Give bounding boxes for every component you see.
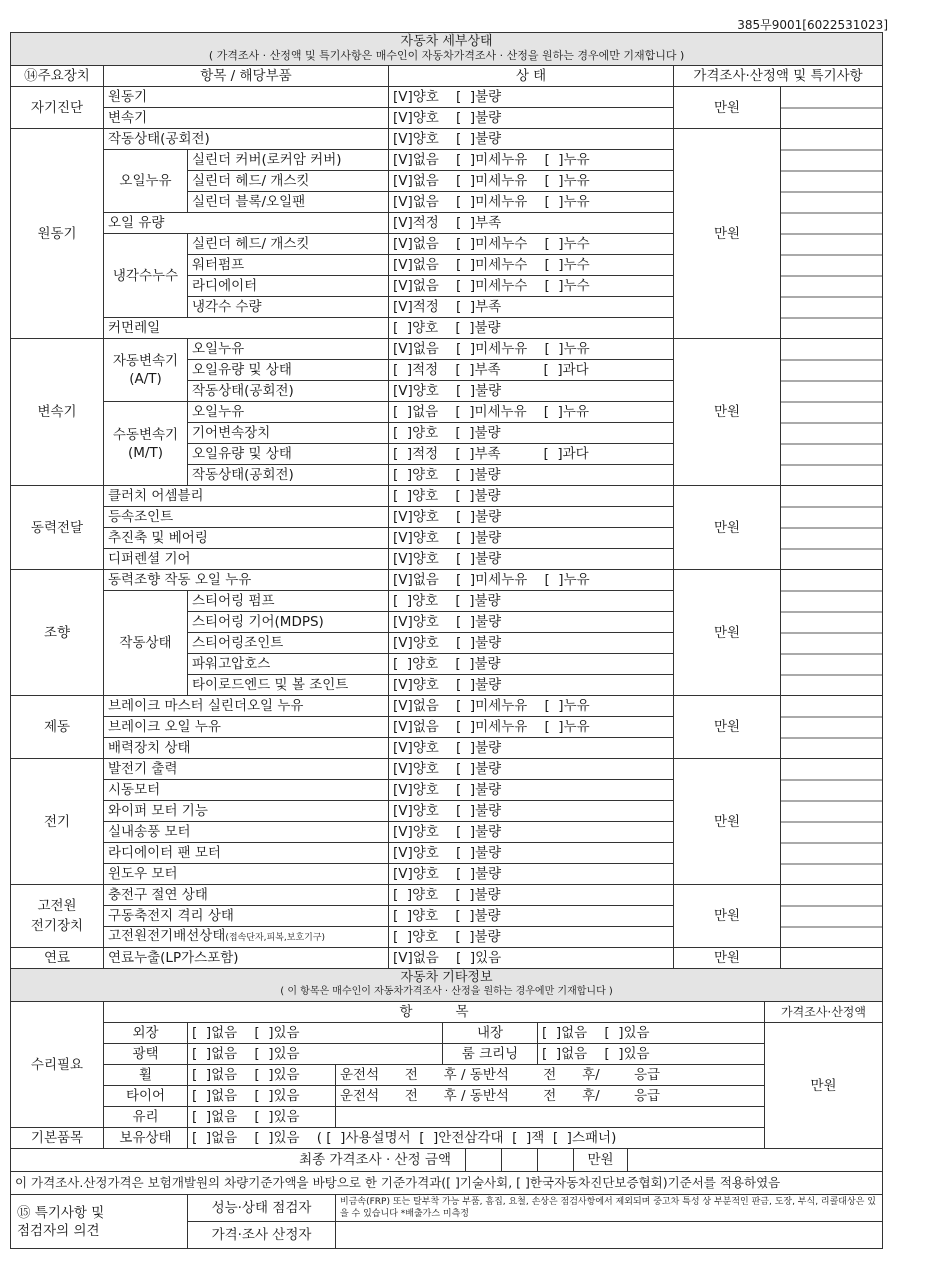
other-item-header: 항 목 [104,1002,765,1023]
status-cell[interactable]: [V]양호 [ ]불량 [389,129,674,150]
item-label: 스티어링 기어(MDPS) [188,612,389,633]
status-cell[interactable]: [V]적정 [ ]부족 [389,213,674,234]
sub-coolant-leak: 냉각수누수 [104,234,188,318]
final-price-blank [628,1149,883,1172]
item-label: 오일유량 및 상태 [188,444,389,465]
item-label: 디퍼렌셜 기어 [104,549,389,570]
item-label: 실내송풍 모터 [104,822,389,843]
remarks-power[interactable] [781,486,883,570]
status-exterior[interactable]: [ ]없음 [ ]있음 [188,1023,443,1044]
header-price: 가격조사·산정액 및 특기사항 [674,66,883,87]
final-price-box[interactable] [538,1149,574,1172]
price-basis-statement: 이 가격조사.산정가격은 보험개발원의 차량기준가액을 바탕으로 한 기준가격과([ ]기술사회, [ ]한국자동차진단보증협회)기준서를 적용하였음 [11,1172,883,1195]
item-label: 타이로드엔드 및 볼 조인트 [188,675,389,696]
status-interior[interactable]: [ ]없음 [ ]있음 [538,1023,765,1044]
item-label: 커먼레일 [104,318,389,339]
group-hv: 고전원 전기장치 [11,885,104,948]
item-label: 기어변속장치 [188,423,389,444]
detail-status-table [10,32,883,969]
item-label: 작동상태(공회전) [104,129,389,150]
header-status: 상 태 [389,66,674,87]
group-power: 동력전달 [11,486,104,570]
status-cell[interactable]: [V]양호 [ ]불량 [389,87,674,108]
inspection-form [10,32,882,1270]
status-cell[interactable]: [ ]양호 [ ]불량 [389,885,674,906]
status-cell[interactable]: [V]양호 [ ]불량 [389,801,674,822]
item-label: 동력조향 작동 오일 누유 [104,570,389,591]
item-label: 라디에이터 팬 모터 [104,843,389,864]
item-label [104,927,389,948]
status-cell[interactable]: [V]없음 [ ]미세누수 [ ]누수 [389,255,674,276]
sub-oil-leak: 오일누유 [104,150,188,213]
item-label-note: (접속단자,피복,보호기구) [225,933,326,943]
document-id: 385무9001[6022531023] [737,18,888,32]
status-cell[interactable]: [V]양호 [ ]불량 [389,549,674,570]
status-cell[interactable]: [V]없음 [ ]미세누유 [ ]누유 [389,696,674,717]
basic-items-label: 기본품목 [11,1128,104,1149]
remarks-transmission[interactable] [781,339,883,486]
header-item: 항목 / 해당부품 [104,66,389,87]
remarks-engine[interactable] [781,129,883,339]
status-cell[interactable]: [V]없음 [ ]미세누수 [ ]누수 [389,276,674,297]
item-label: 실린더 헤드/ 개스킷 [188,171,389,192]
detail-tire[interactable]: 운전석 전 후 / 동반석 전 후/ 응급 [336,1086,765,1107]
remarks-steering[interactable] [781,570,883,696]
status-cell[interactable]: [V]양호 [ ]불량 [389,381,674,402]
item-label: 추진축 및 베어링 [104,528,389,549]
item-label: 오일 유량 [104,213,389,234]
final-price-unit: 만원 [574,1149,628,1172]
group-engine: 원동기 [11,129,104,339]
status-cell[interactable]: [V]양호 [ ]불량 [389,612,674,633]
item-label: 냉각수 수량 [188,297,389,318]
possession-label: 보유상태 [104,1128,188,1149]
price-brake[interactable]: 만원 [674,696,781,759]
item-label: 브레이크 마스터 실린더오일 누유 [104,696,389,717]
status-wheel[interactable]: [ ]없음 [ ]있음 [188,1065,336,1086]
status-cell[interactable]: [V]없음 [ ]미세누유 [ ]누유 [389,192,674,213]
status-cell[interactable]: [V]양호 [ ]불량 [389,759,674,780]
label-interior: 내장 [443,1023,538,1044]
sub-at: 자동변속기 (A/T) [104,339,188,402]
price-other[interactable]: 만원 [765,1023,883,1149]
status-cell[interactable]: [V]없음 [ ]미세누유 [ ]누유 [389,717,674,738]
price-fuel[interactable]: 만원 [674,948,781,969]
status-cell[interactable]: [ ]양호 [ ]불량 [389,654,674,675]
status-glass[interactable]: [ ]없음 [ ]있음 [188,1107,336,1128]
item-label: 발전기 출력 [104,759,389,780]
opinion-table [10,1194,883,1249]
status-cell[interactable]: [V]양호 [ ]불량 [389,528,674,549]
status-cell[interactable]: [V]양호 [ ]불량 [389,675,674,696]
other-subtitle: ( 이 항목은 매수인이 자동차가격조사 · 산정을 원하는 경우에만 기재합니다 ) [280,986,613,997]
item-label: 변속기 [104,108,389,129]
price-power[interactable]: 만원 [674,486,781,570]
item-label: 실린더 블록/오일팬 [188,192,389,213]
status-cell[interactable]: [V]없음 [ ]미세누수 [ ]누수 [389,234,674,255]
status-cell[interactable]: [ ]적정 [ ]부족 [ ]과다 [389,444,674,465]
item-label: 오일누유 [188,402,389,423]
price-transmission[interactable]: 만원 [674,339,781,486]
status-cell[interactable]: [V]양호 [ ]불량 [389,633,674,654]
other-title: 자동차 기타정보 [400,970,493,985]
detail-subtitle: ( 가격조사 · 산정액 및 특기사항은 매수인이 자동차가격조사 · 산정을 원하는 경우에만 기재합니다 ) [208,49,685,62]
final-price-label: 최종 가격조사 · 산정 금액 [11,1149,466,1172]
status-cell[interactable]: [V]없음 [ ]미세누유 [ ]누유 [389,171,674,192]
status-cell[interactable]: [V]없음 [ ]미세누유 [ ]누유 [389,150,674,171]
label-exterior: 외장 [104,1023,188,1044]
status-cell[interactable]: [V]양호 [ ]불량 [389,864,674,885]
label-tire: 타이어 [104,1086,188,1107]
item-label: 윈도우 모터 [104,864,389,885]
item-label: 라디에이터 [188,276,389,297]
item-label: 원동기 [104,87,389,108]
status-cell[interactable]: [ ]양호 [ ]불량 [389,465,674,486]
remarks-self-diag[interactable] [781,87,883,129]
item-label: 브레이크 오일 누유 [104,717,389,738]
item-label: 스티어링조인트 [188,633,389,654]
opinion-note[interactable]: 비금속(FRP) 또는 탈부착 가능 부품, 흠집, 요철, 손상은 점검사항에서 제외되며 중고차 특성 상 부분적인 판금, 도장, 부식, 리콜대상은 있을 수 있습니다 *배출가스 미측정 [336,1195,883,1222]
other-price-header: 가격조사·산정액 [765,1002,883,1023]
sub-mt: 수동변속기 (M/T) [104,402,188,486]
status-cell[interactable]: [V]양호 [ ]불량 [389,507,674,528]
item-label: 작동상태(공회전) [188,465,389,486]
label-glass: 유리 [104,1107,188,1128]
final-price-box[interactable] [466,1149,502,1172]
item-label: 시동모터 [104,780,389,801]
group-steering: 조향 [11,570,104,696]
repair-needed-label: 수리필요 [11,1002,104,1128]
status-cell[interactable]: [ ]적정 [ ]부족 [ ]과다 [389,360,674,381]
status-cell[interactable]: [ ]양호 [ ]불량 [389,906,674,927]
status-cell[interactable]: [V]없음 [ ]미세누유 [ ]누유 [389,570,674,591]
header-system: ⑭주요장치 [11,66,104,87]
status-cell[interactable]: [ ]양호 [ ]불량 [389,927,674,948]
remarks-electric[interactable] [781,759,883,885]
label-wheel: 휠 [104,1065,188,1086]
price-engine[interactable]: 만원 [674,129,781,339]
item-label: 오일누유 [188,339,389,360]
status-cell[interactable]: [V]양호 [ ]불량 [389,822,674,843]
item-label: 구동축전지 격리 상태 [104,906,389,927]
final-price-table [10,1148,883,1195]
remarks-hv[interactable] [781,885,883,948]
item-label: 연료누출(LP가스포함) [104,948,389,969]
item-label: 오일유량 및 상태 [188,360,389,381]
group-self-diag: 자기진단 [11,87,104,129]
item-label: 등속조인트 [104,507,389,528]
remarks-brake[interactable] [781,696,883,759]
item-label: 배력장치 상태 [104,738,389,759]
status-cell[interactable]: [V]양호 [ ]불량 [389,780,674,801]
label-gloss: 광택 [104,1044,188,1065]
group-fuel: 연료 [11,948,104,969]
price-hv[interactable]: 만원 [674,885,781,948]
detail-title: 자동차 세부상태 [400,34,493,49]
appraiser-label: 가격·조사 산정자 [188,1222,336,1249]
item-label: 스티어링 펌프 [188,591,389,612]
status-cell[interactable]: [ ]없음 [ ]미세누유 [ ]누유 [389,402,674,423]
status-cell[interactable]: [V]없음 [ ]미세누유 [ ]누유 [389,339,674,360]
item-label: 실린더 헤드/ 개스킷 [188,234,389,255]
opinion-label: ⑮ 특기사항 및 점검자의 의견 [11,1195,188,1249]
status-room-cleaning[interactable]: [ ]없음 [ ]있음 [538,1044,765,1065]
status-tire[interactable]: [ ]없음 [ ]있음 [188,1086,336,1107]
price-self-diag[interactable]: 만원 [674,87,781,129]
status-cell[interactable]: [ ]양호 [ ]불량 [389,423,674,444]
other-banner [11,969,883,1002]
status-cell[interactable]: [V]없음 [ ]있음 [389,948,674,969]
item-label: 파워고압호스 [188,654,389,675]
detail-banner [11,33,883,66]
final-price-box[interactable] [502,1149,538,1172]
inspector-label: 성능·상태 점검자 [188,1195,336,1222]
status-cell[interactable]: [V]양호 [ ]불량 [389,843,674,864]
item-label-text: 고전원전기배선상태 [108,928,226,944]
group-transmission: 변속기 [11,339,104,486]
item-label: 워터펌프 [188,255,389,276]
group-brake: 제동 [11,696,104,759]
blank-glass [336,1107,765,1128]
status-cell[interactable]: [ ]양호 [ ]불량 [389,591,674,612]
price-steering[interactable]: 만원 [674,570,781,696]
remarks-fuel[interactable] [781,948,883,969]
status-cell[interactable]: [ ]양호 [ ]불량 [389,318,674,339]
status-cell[interactable]: [V]양호 [ ]불량 [389,738,674,759]
sub-operation: 작동상태 [104,591,188,696]
other-info-table [10,968,883,1149]
possession-status[interactable]: [ ]없음 [ ]있음 ( [ ]사용설명서 [ ]안전삼각대 [ ]잭 [ ]스패너) [188,1128,765,1149]
item-label: 와이퍼 모터 기능 [104,801,389,822]
item-label: 실린더 커버(로커암 커버) [188,150,389,171]
item-label: 작동상태(공회전) [188,381,389,402]
status-cell[interactable]: [V]적정 [ ]부족 [389,297,674,318]
status-cell[interactable]: [ ]양호 [ ]불량 [389,486,674,507]
price-electric[interactable]: 만원 [674,759,781,885]
item-label: 클러치 어셈블리 [104,486,389,507]
label-room-cleaning: 룸 크리닝 [443,1044,538,1065]
status-cell[interactable]: [V]양호 [ ]불량 [389,108,674,129]
item-label: 충전구 절연 상태 [104,885,389,906]
group-electric: 전기 [11,759,104,885]
detail-wheel[interactable]: 운전석 전 후 / 동반석 전 후/ 응급 [336,1065,765,1086]
appraiser-field[interactable] [336,1222,883,1249]
status-gloss[interactable]: [ ]없음 [ ]있음 [188,1044,443,1065]
